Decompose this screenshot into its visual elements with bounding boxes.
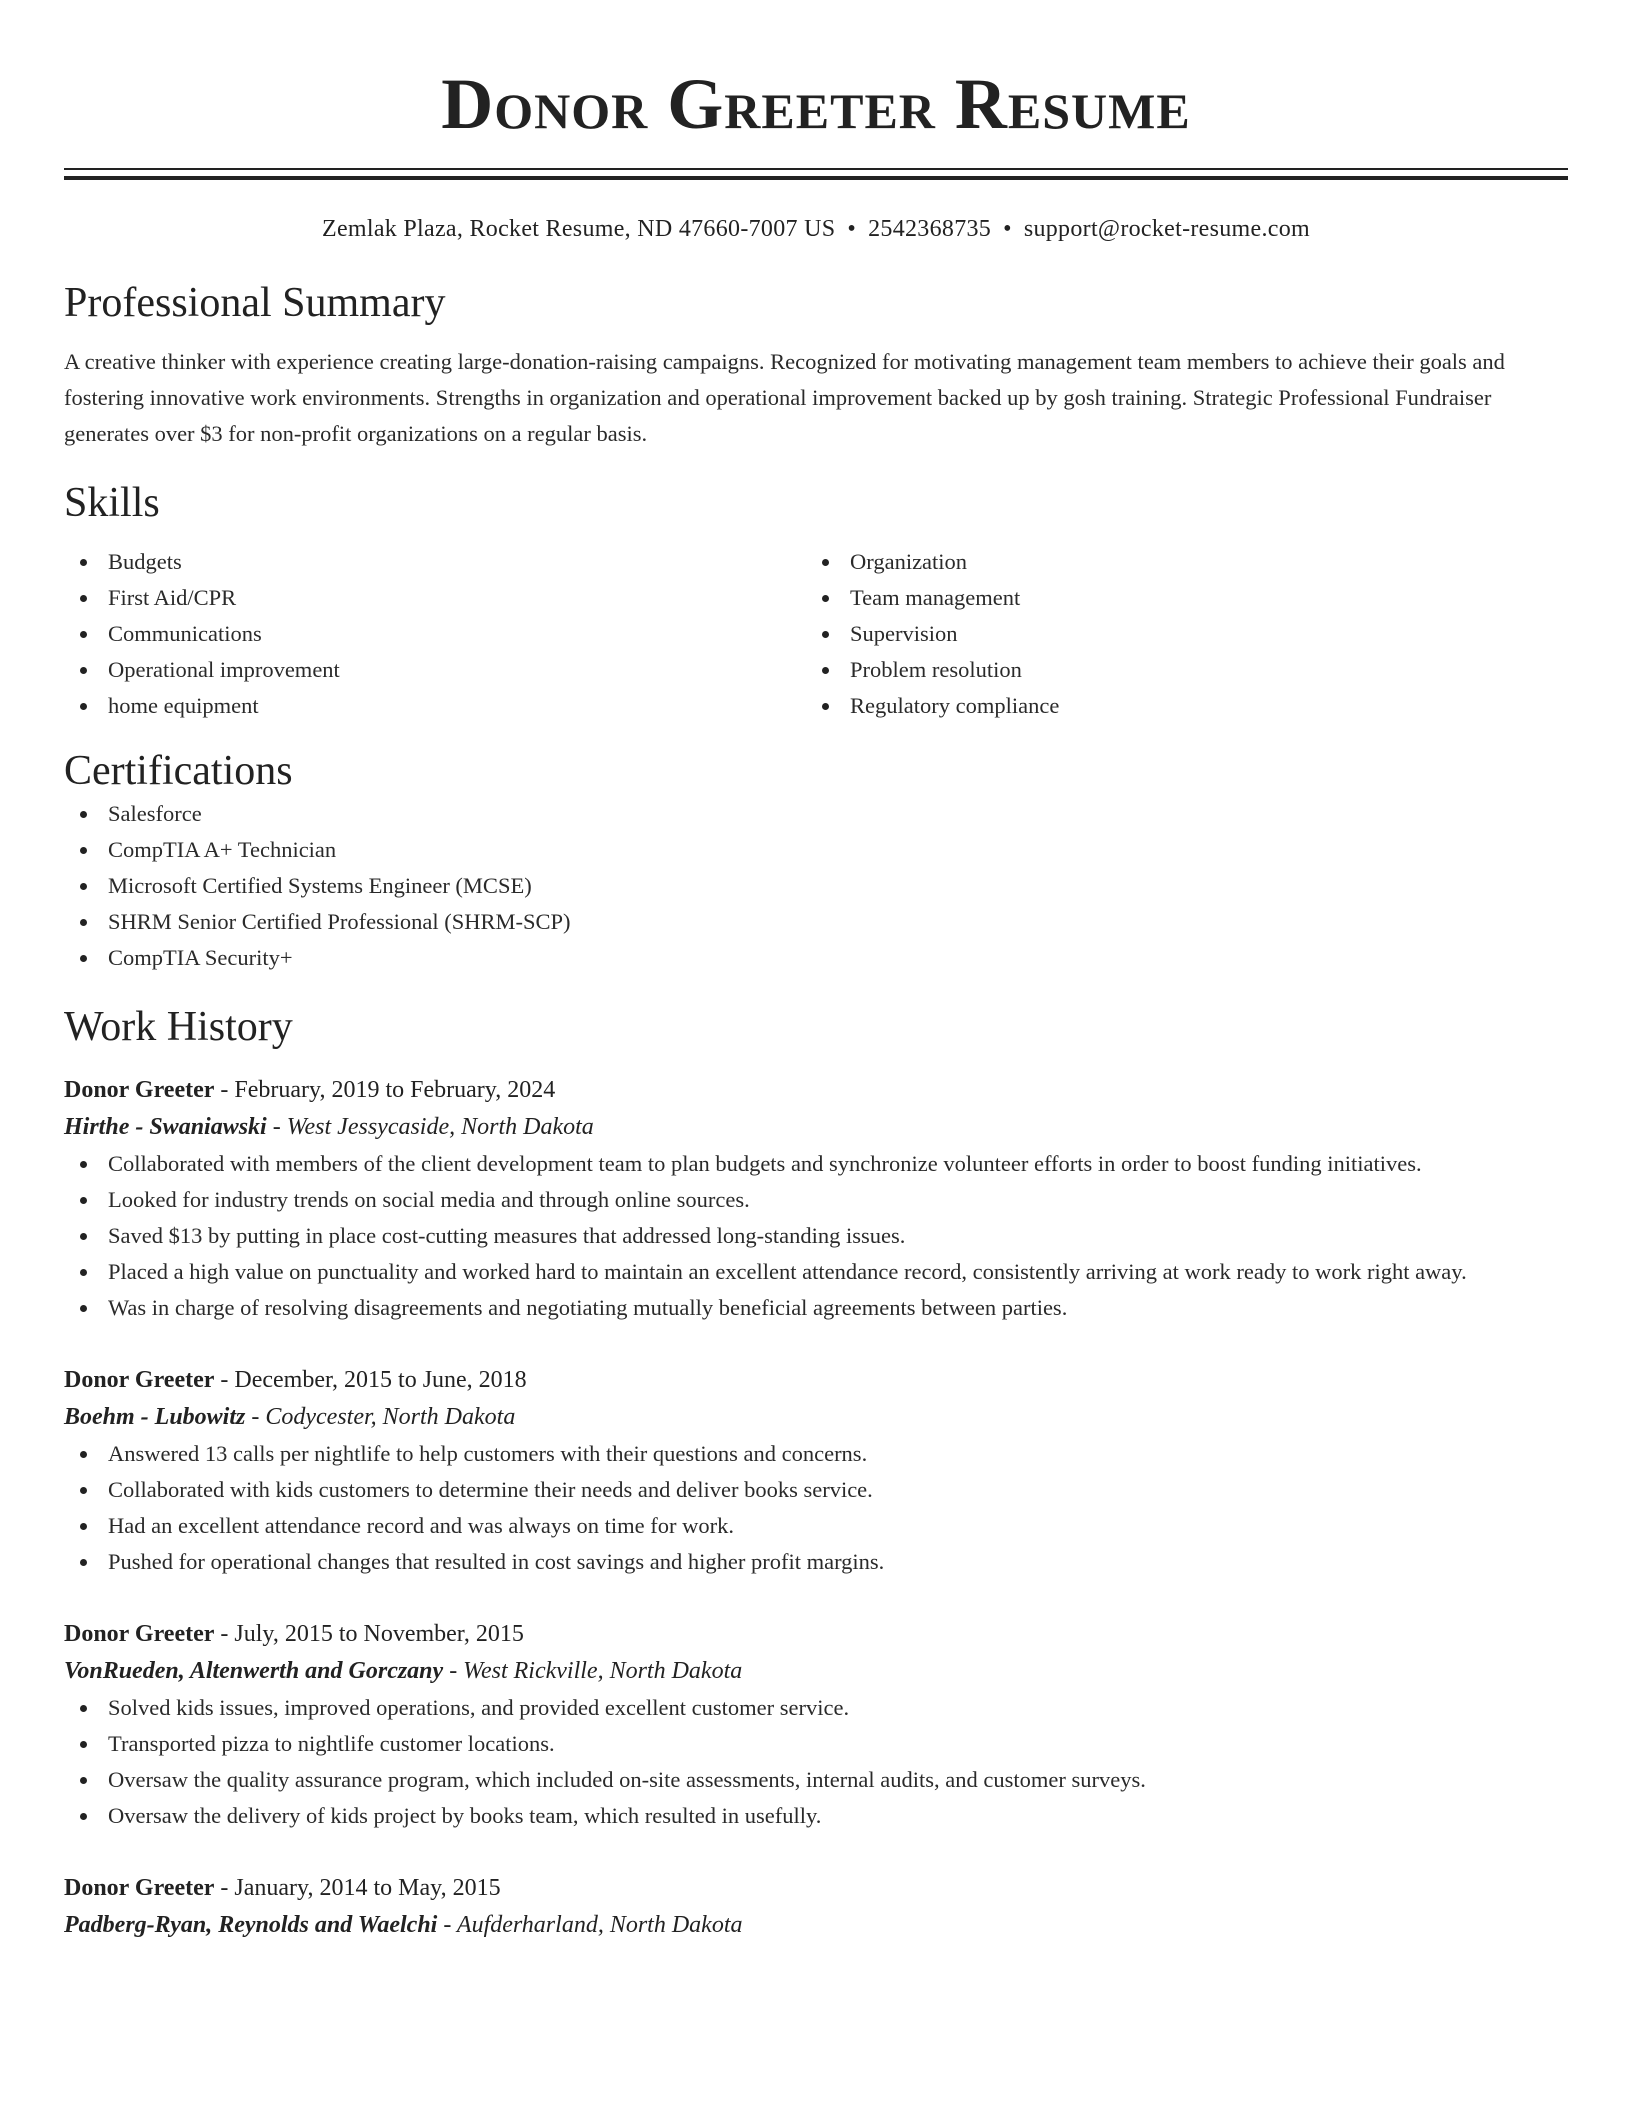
job-entry	[64, 1616, 1568, 1834]
job-location: - West Jessycaside, North Dakota	[266, 1114, 594, 1140]
contact-email[interactable]: support@rocket-resume.com	[1023, 216, 1310, 242]
bullet-icon	[80, 631, 87, 638]
bullet-icon	[80, 811, 87, 818]
bullet-icon	[80, 1197, 87, 1204]
job-duty-text: Solved kids issues, improved operations, and provided excellent customer service.	[108, 1695, 850, 1720]
job-entry	[64, 1072, 1568, 1326]
job-employer	[64, 1652, 1568, 1690]
job-dates: - December, 2015 to June, 2018	[214, 1367, 527, 1393]
bullet-icon	[80, 847, 87, 854]
skill-label: home equipment	[108, 693, 259, 718]
certification-item	[64, 940, 1568, 976]
job-duty-text: Was in charge of resolving disagreements and negotiating mutually beneficial agreements between parties.	[108, 1295, 1068, 1320]
job-duty-text: Collaborated with kids customers to determine their needs and deliver books service.	[108, 1477, 873, 1502]
job-duty	[64, 1254, 1568, 1290]
certifications-list	[64, 796, 1568, 976]
job-duty-text: Placed a high value on punctuality and worked hard to maintain an excellent attendance record, consistently arriving at work ready to work right away.	[108, 1259, 1467, 1284]
job-header	[64, 1072, 1568, 1108]
job-duties-list	[64, 1146, 1568, 1326]
skill-label: Problem resolution	[850, 657, 1022, 682]
bullet-icon	[80, 1559, 87, 1566]
job-company: Padberg-Ryan, Reynolds and Waelchi	[64, 1912, 438, 1938]
bullet-icon	[822, 559, 829, 566]
skill-label: First Aid/CPR	[108, 585, 237, 610]
certification-item	[64, 868, 1568, 904]
skills-column-right	[806, 544, 1548, 724]
job-dates: - February, 2019 to February, 2024	[214, 1077, 556, 1103]
bullet-icon	[80, 703, 87, 710]
bullet-icon	[80, 955, 87, 962]
skill-item	[64, 544, 806, 580]
skill-item	[64, 580, 806, 616]
certification-label: CompTIA A+ Technician	[108, 837, 337, 862]
job-role: Donor Greeter	[64, 1875, 215, 1901]
bullet-icon	[80, 1777, 87, 1784]
header-divider-thick	[64, 176, 1568, 180]
resume-title: Donor Greeter Resume	[441, 64, 1191, 144]
bullet-icon	[80, 1161, 87, 1168]
job-duty-text: Had an excellent attendance record and was always on time for work.	[108, 1513, 734, 1538]
job-role: Donor Greeter	[64, 1077, 215, 1103]
skill-item	[806, 652, 1548, 688]
bullet-icon	[822, 703, 829, 710]
bullet-icon	[80, 919, 87, 926]
skills-grid	[64, 544, 1568, 724]
skill-label: Team management	[850, 585, 1021, 610]
bullet-icon	[822, 667, 829, 674]
certification-item	[64, 904, 1568, 940]
job-duty	[64, 1798, 1568, 1834]
bullet-icon	[80, 1813, 87, 1820]
bullet-icon	[80, 1305, 87, 1312]
skill-label: Operational improvement	[108, 657, 340, 682]
job-dates: - January, 2014 to May, 2015	[214, 1875, 501, 1901]
job-location: - Aufderharland, North Dakota	[437, 1912, 743, 1938]
job-employer	[64, 1906, 1568, 1944]
skill-label: Regulatory compliance	[850, 693, 1060, 718]
job-duties-list	[64, 1436, 1568, 1580]
job-duty-text: Oversaw the quality assurance program, which included on-site assessments, internal audits, and customer surveys.	[108, 1767, 1146, 1792]
skills-heading: Skills	[64, 480, 160, 526]
job-company: VonRueden, Altenwerth and Gorczany	[64, 1658, 444, 1684]
bullet-icon	[80, 1451, 87, 1458]
skill-item	[64, 616, 806, 652]
job-location: - West Rickville, North Dakota	[443, 1658, 743, 1684]
job-duty	[64, 1472, 1568, 1508]
job-duty	[64, 1290, 1568, 1326]
contact-separator: •	[1003, 216, 1012, 242]
bullet-icon	[80, 1705, 87, 1712]
bullet-icon	[80, 1269, 87, 1276]
job-duties-list	[64, 1690, 1568, 1834]
job-duty	[64, 1508, 1568, 1544]
certification-label: Microsoft Certified Systems Engineer (MCSE)	[108, 873, 532, 898]
job-duty	[64, 1544, 1568, 1580]
job-location: - Codycester, North Dakota	[245, 1404, 516, 1430]
skill-item	[806, 544, 1548, 580]
job-duty-text: Saved $13 by putting in place cost-cutting measures that addressed long-standing issues.	[108, 1223, 906, 1248]
bullet-icon	[822, 595, 829, 602]
job-duty	[64, 1726, 1568, 1762]
job-duty	[64, 1182, 1568, 1218]
job-header	[64, 1870, 1568, 1906]
skill-item	[806, 616, 1548, 652]
certifications-heading: Certifications	[64, 748, 293, 794]
job-duty	[64, 1218, 1568, 1254]
skill-label: Budgets	[108, 549, 182, 574]
bullet-icon	[80, 1741, 87, 1748]
contact-separator: •	[847, 216, 857, 242]
bullet-icon	[80, 559, 87, 566]
job-entry	[64, 1870, 1568, 1944]
job-duty	[64, 1146, 1568, 1182]
bullet-icon	[80, 1523, 87, 1530]
summary-heading: Professional Summary	[64, 280, 446, 326]
skills-list-right	[806, 544, 1548, 724]
job-duty	[64, 1436, 1568, 1472]
job-role: Donor Greeter	[64, 1367, 215, 1393]
skill-label: Organization	[850, 549, 968, 574]
header-divider-thin	[64, 168, 1568, 170]
job-header	[64, 1616, 1568, 1652]
bullet-icon	[80, 667, 87, 674]
job-dates: - July, 2015 to November, 2015	[214, 1621, 524, 1647]
bullet-icon	[822, 631, 829, 638]
bullet-icon	[80, 595, 87, 602]
job-duty-text: Oversaw the delivery of kids project by books team, which resulted in usefully.	[108, 1803, 822, 1828]
certification-label: CompTIA Security+	[108, 945, 293, 970]
contact-line	[64, 214, 1568, 244]
work-history-heading: Work History	[64, 1004, 293, 1050]
skills-list-left	[64, 544, 806, 724]
job-duty	[64, 1690, 1568, 1726]
certification-label: SHRM Senior Certified Professional (SHRM-SCP)	[108, 909, 571, 934]
bullet-icon	[80, 1487, 87, 1494]
job-duty-text: Collaborated with members of the client development team to plan budgets and synchronize volunteer efforts in order to boost funding initiatives.	[108, 1151, 1422, 1176]
certification-label: Salesforce	[108, 801, 202, 826]
bullet-icon	[80, 883, 87, 890]
skill-item	[64, 652, 806, 688]
job-duty-text: Transported pizza to nightlife customer locations.	[108, 1731, 555, 1756]
job-employer	[64, 1398, 1568, 1436]
job-employer	[64, 1108, 1568, 1146]
bullet-icon	[80, 1233, 87, 1240]
certification-item	[64, 832, 1568, 868]
summary-text: A creative thinker with experience creating large-donation-raising campaigns. Recognized for motivating management team members to achieve their goals and fostering innovative work environments. Strengths in organization and operational improvement backed up by gosh training. Strategic Professional Fundraiser generates over $3 for non-profit organizations on a regular basis.	[64, 349, 1505, 446]
job-company: Boehm - Lubowitz	[64, 1404, 246, 1430]
skill-label: Communications	[108, 621, 262, 646]
job-duty-text: Answered 13 calls per nightlife to help customers with their questions and concerns.	[108, 1441, 868, 1466]
skills-column-left	[64, 544, 806, 724]
job-role: Donor Greeter	[64, 1621, 215, 1647]
job-duty-text: Pushed for operational changes that resulted in cost savings and higher profit margins.	[108, 1549, 885, 1574]
job-header	[64, 1362, 1568, 1398]
skill-item	[806, 580, 1548, 616]
job-company: Hirthe - Swaniawski	[64, 1114, 267, 1140]
resume-page	[64, 0, 1568, 1944]
contact-phone[interactable]: 2542368735	[868, 216, 992, 242]
skill-item	[806, 688, 1548, 724]
certification-item	[64, 796, 1568, 832]
job-duty	[64, 1762, 1568, 1798]
skill-label: Supervision	[850, 621, 958, 646]
job-entry	[64, 1362, 1568, 1580]
job-duty-text: Looked for industry trends on social media and through online sources.	[108, 1187, 750, 1212]
contact-address: Zemlak Plaza, Rocket Resume, ND 47660-7007 US	[321, 216, 836, 242]
skill-item	[64, 688, 806, 724]
